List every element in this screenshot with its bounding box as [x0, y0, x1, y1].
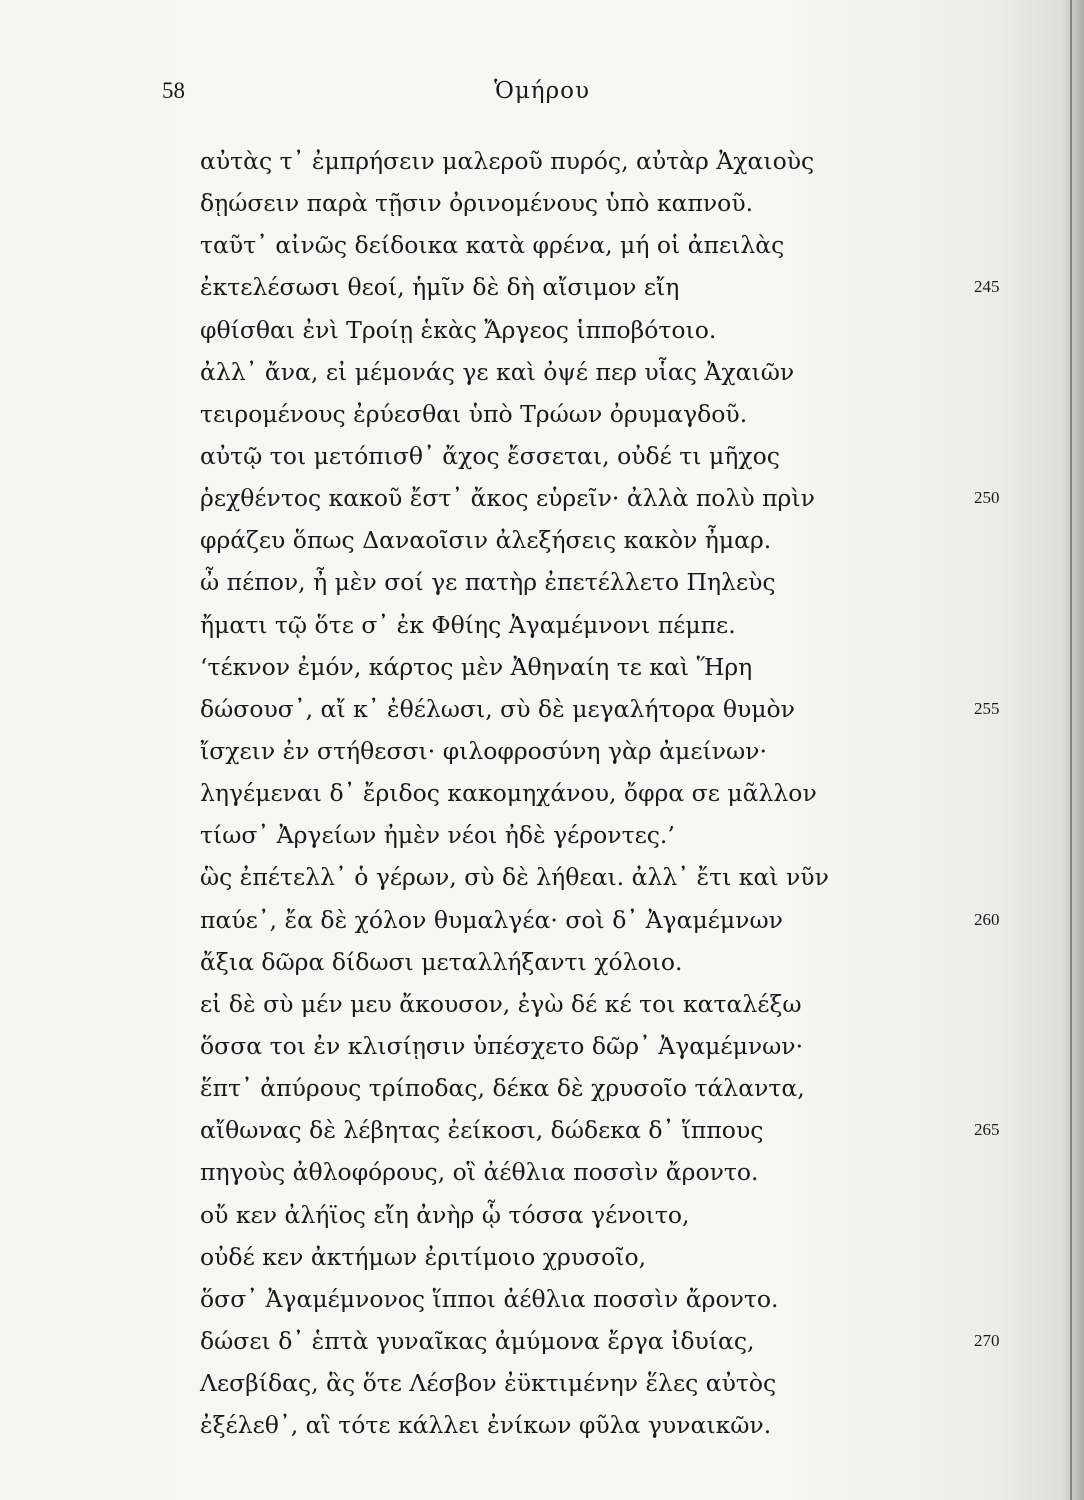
verse-line-text: αὐτῷ τοι μετόπισθ᾽ ἄχος ἔσσεται, οὐδέ τι μῆχος [200, 441, 780, 470]
verse-line-text: ἀλλ᾽ ἄνα, εἰ μέμονάς γε καὶ ὀψέ περ υἷας Ἀχαιῶν [200, 357, 795, 386]
verse-line [200, 266, 1040, 308]
verse-line-number: 270 [974, 1330, 1000, 1350]
verse-line [200, 604, 1040, 646]
verse-line-text: ἄξια δῶρα δίδωσι μεταλλήξαντι χόλοιο. [200, 947, 683, 976]
verse-line-text: εἰ δὲ σὺ μέν μευ ἄκουσον, ἐγὼ δέ κέ τοι καταλέξω [200, 989, 802, 1018]
verse-line-text: ὦ πέπον, ἦ μὲν σοί γε πατὴρ ἐπετέλλετο Πηλεὺς [200, 568, 776, 597]
verse-line [200, 1278, 1040, 1320]
verse-line-text: οὔ κεν ἀλήϊος εἴη ἀνὴρ ᾧ τόσσα γένοιτο, [200, 1200, 690, 1229]
verse-line-text: ὅσσα τοι ἐν κλισίῃσιν ὑπέσχετο δῶρ᾽ Ἀγαμέμνων· [200, 1031, 804, 1060]
verse-line-number: 245 [974, 277, 1000, 297]
verse-line-number: 265 [974, 1120, 1000, 1140]
verse-line [200, 983, 1040, 1025]
page-header [0, 78, 1084, 114]
verse-line [200, 1236, 1040, 1278]
verse-line-number: 250 [974, 488, 1000, 508]
verse-line [200, 1067, 1040, 1109]
verse-line-text: ὅσσ᾽ Ἀγαμέμνονος ἵπποι ἀέθλια ποσσὶν ἄροντο. [200, 1284, 779, 1313]
verse-line [200, 182, 1040, 224]
verse-line [200, 224, 1040, 266]
verse-line [200, 477, 1040, 519]
verse-line [200, 1362, 1040, 1404]
verse-line-text: ῥεχθέντος κακοῦ ἔστ᾽ ἄκος εὑρεῖν· ἀλλὰ πολὺ πρὶν [200, 484, 815, 513]
verse-text-block [200, 140, 1040, 1446]
verse-line-text: τίωσ᾽ Ἀργείων ἠμὲν νέοι ἠδὲ γέροντες.’ [200, 821, 675, 850]
verse-line [200, 856, 1040, 898]
verse-line-text: ‘τέκνον ἐμόν, κάρτος μὲν Ἀθηναίη τε καὶ Ἥρη [200, 652, 753, 681]
verse-line [200, 814, 1040, 856]
verse-line-text: ἐκτελέσωσι θεοί, ἡμῖν δὲ δὴ αἴσιμον εἴη [200, 273, 680, 302]
verse-line-text: ὣς ἐπέτελλ᾽ ὁ γέρων, σὺ δὲ λήθεαι. ἀλλ᾽ ἔτι καὶ νῦν [200, 863, 829, 892]
verse-line [200, 1194, 1040, 1236]
verse-line-text: αὐτὰς τ᾽ ἐμπρήσειν μαλεροῦ πυρός, αὐτὰρ Ἀχαιοὺς [200, 147, 815, 175]
verse-line [200, 1320, 1040, 1362]
verse-line [200, 1025, 1040, 1067]
page-number: 58 [162, 78, 185, 103]
page-edge-shadow [1062, 0, 1084, 1500]
verse-line-text: ληγέμεναι δ᾽ ἔριδος κακομηχάνου, ὄφρα σε μᾶλλον [200, 779, 817, 808]
verse-line [200, 772, 1040, 814]
verse-line [200, 1404, 1040, 1446]
verse-line-number: 255 [974, 698, 1000, 718]
verse-line [200, 140, 1040, 182]
verse-line-text: πηγοὺς ἀθλοφόρους, οἳ ἀέθλια ποσσὶν ἄροντο. [200, 1158, 759, 1187]
verse-line-text: φράζευ ὅπως Δαναοῖσιν ἀλεξήσεις κακὸν ἦμαρ. [200, 526, 772, 555]
verse-line [200, 646, 1040, 688]
verse-line [200, 688, 1040, 730]
verse-line-text: οὐδέ κεν ἀκτήμων ἐριτίμοιο χρυσοῖο, [200, 1242, 647, 1271]
verse-line [200, 435, 1040, 477]
verse-line-text: παύε᾽, ἔα δὲ χόλον θυμαλγέα· σοὶ δ᾽ Ἀγαμέμνων [200, 905, 783, 934]
verse-line [200, 941, 1040, 983]
verse-line [200, 519, 1040, 561]
verse-line [200, 1109, 1040, 1151]
verse-line-text: Λεσβίδας, ἃς ὅτε Λέσβον ἐϋκτιμένην ἕλες αὐτὸς [200, 1369, 777, 1398]
verse-line-text: ἕπτ᾽ ἀπύρους τρίποδας, δέκα δὲ χρυσοῖο τάλαντα, [200, 1074, 805, 1103]
verse-line-text: αἴθωνας δὲ λέβητας ἐείκοσι, δώδεκα δ᾽ ἵππους [200, 1116, 764, 1145]
verse-line-number: 260 [974, 909, 1000, 929]
verse-line-text: ἐξέλεθ᾽, αἳ τότε κάλλει ἐνίκων φῦλα γυναικῶν. [200, 1411, 772, 1440]
verse-line-text: ταῦτ᾽ αἰνῶς δείδοικα κατὰ φρένα, μή οἱ ἀπειλὰς [200, 231, 785, 260]
verse-line-text: τειρομένους ἐρύεσθαι ὑπὸ Τρώων ὀρυμαγδοῦ. [200, 399, 748, 428]
verse-line-text: δώσουσ᾽, αἴ κ᾽ ἐθέλωσι, σὺ δὲ μεγαλήτορα θυμὸν [200, 694, 795, 723]
verse-line [200, 730, 1040, 772]
verse-line [200, 561, 1040, 603]
verse-line-text: ἤματι τῷ ὅτε σ᾽ ἐκ Φθίης Ἀγαμέμνονι πέμπε. [200, 610, 736, 639]
verse-line [200, 393, 1040, 435]
verse-line [200, 899, 1040, 941]
verse-line-text: δώσει δ᾽ ἑπτὰ γυναῖκας ἀμύμονα ἔργα ἰδυίας, [200, 1326, 755, 1355]
page-edge-line [1070, 0, 1072, 1500]
verse-line-text: ἴσχειν ἐν στήθεσσι· φιλοφροσύνη γὰρ ἀμείνων· [200, 736, 767, 765]
verse-line [200, 309, 1040, 351]
verse-line [200, 1151, 1040, 1193]
verse-line-text: δῃώσειν παρὰ τῇσιν ὀρινομένους ὑπὸ καπνοῦ. [200, 189, 754, 218]
verse-line [200, 351, 1040, 393]
running-title: Ὁμήρου [494, 78, 590, 104]
verse-line-text: φθίσθαι ἐνὶ Τροίῃ ἑκὰς Ἄργεος ἱπποβότοιο. [200, 315, 717, 344]
